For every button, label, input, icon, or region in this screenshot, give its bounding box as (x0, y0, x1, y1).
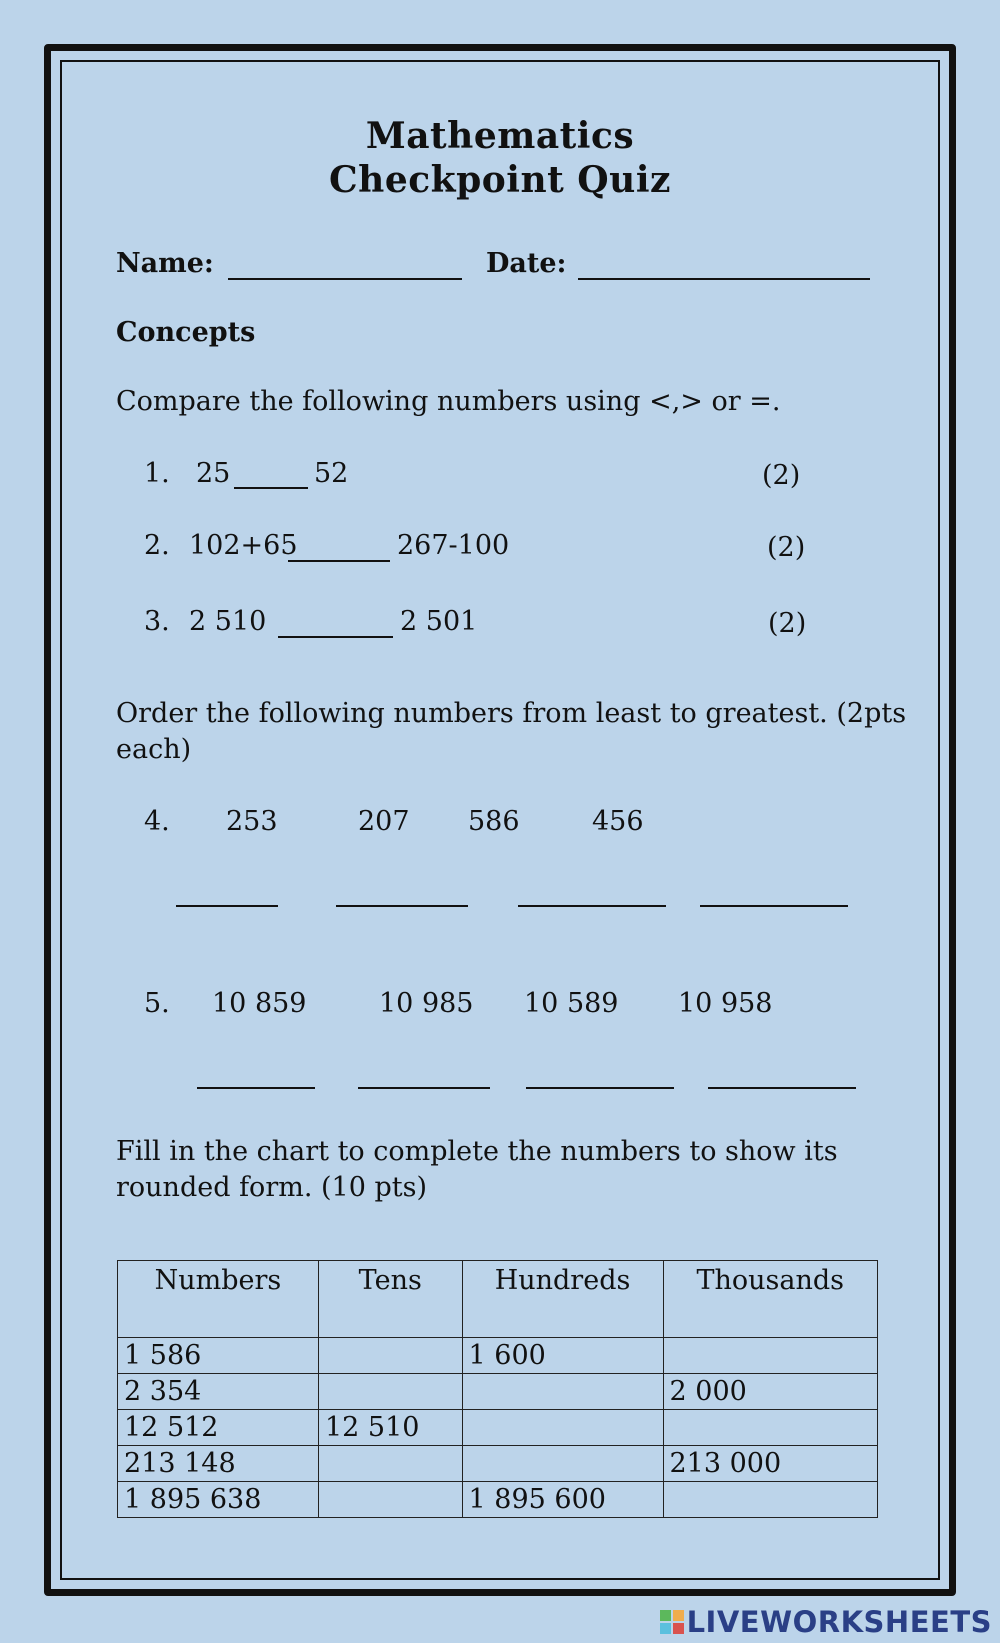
question-2-answer-line[interactable] (288, 560, 390, 562)
chart-cell-number: 213 148 (118, 1446, 319, 1482)
chart-cell-thousands[interactable] (663, 1482, 878, 1518)
title-line-1: Mathematics (365, 115, 635, 157)
chart-cell-number: 2 354 (118, 1374, 319, 1410)
chart-cell-number: 1 586 (118, 1338, 319, 1374)
rounding-instruction-line-2: rounded form. (10 pts) (116, 1172, 427, 1203)
chart-cell-tens[interactable] (318, 1374, 462, 1410)
question-1-right: 52 (314, 458, 349, 489)
table-row (118, 1338, 878, 1374)
question-4-answer-line[interactable] (176, 905, 278, 907)
question-1-points: (2) (762, 460, 801, 491)
table-row (118, 1374, 878, 1410)
question-5-answer-line[interactable] (358, 1087, 490, 1089)
compare-instruction: Compare the following numbers using <,> or =. (116, 386, 781, 417)
question-1-left: 25 (196, 458, 231, 489)
rounding-chart (117, 1260, 878, 1518)
question-5-value: 10 589 (524, 988, 619, 1019)
rounding-instruction-line-1: Fill in the chart to complete the numbers to show its (116, 1136, 838, 1167)
question-4-value: 253 (226, 806, 278, 837)
date-input-line[interactable] (578, 278, 870, 280)
name-input-line[interactable] (228, 278, 462, 280)
chart-header-tens: Tens (318, 1261, 462, 1338)
question-1-number: 1. (144, 458, 170, 489)
question-2-points: (2) (767, 532, 806, 563)
question-1-answer-line[interactable] (234, 487, 308, 489)
table-row (118, 1482, 878, 1518)
question-4-value: 586 (468, 806, 520, 837)
chart-cell-thousands[interactable] (663, 1410, 878, 1446)
question-3-number: 3. (144, 606, 170, 637)
chart-cell-thousands: 213 000 (663, 1446, 878, 1482)
chart-header-row (118, 1261, 878, 1338)
liveworksheets-logo-icon (660, 1610, 684, 1634)
chart-cell-tens[interactable] (318, 1482, 462, 1518)
liveworksheets-brand (660, 1605, 992, 1639)
question-3-points: (2) (768, 608, 807, 639)
chart-cell-hundreds: 1 600 (462, 1338, 663, 1374)
order-instruction-line-1: Order the following numbers from least to greatest. (2pts (116, 698, 907, 729)
table-row (118, 1446, 878, 1482)
question-4-value: 207 (358, 806, 410, 837)
question-3-left: 2 510 (189, 606, 267, 637)
name-label: Name: (116, 248, 214, 279)
question-5-number: 5. (144, 988, 170, 1019)
chart-cell-thousands: 2 000 (663, 1374, 878, 1410)
chart-cell-tens: 12 510 (318, 1410, 462, 1446)
question-3-answer-line[interactable] (278, 636, 393, 638)
chart-cell-hundreds: 1 895 600 (462, 1482, 663, 1518)
question-4-answer-line[interactable] (518, 905, 666, 907)
question-5-answer-line[interactable] (526, 1087, 674, 1089)
chart-cell-number: 12 512 (118, 1410, 319, 1446)
question-4-answer-line[interactable] (700, 905, 848, 907)
chart-cell-number: 1 895 638 (118, 1482, 319, 1518)
question-4-answer-line[interactable] (336, 905, 468, 907)
title-line-2: Checkpoint Quiz (329, 159, 671, 201)
section-heading: Concepts (116, 317, 256, 348)
chart-cell-thousands[interactable] (663, 1338, 878, 1374)
question-5-value: 10 958 (678, 988, 773, 1019)
table-row (118, 1410, 878, 1446)
date-label: Date: (486, 248, 567, 279)
brand-text: LIVEWORKSHEETS (686, 1605, 992, 1639)
question-4-number: 4. (144, 806, 170, 837)
chart-header-hundreds: Hundreds (462, 1261, 663, 1338)
question-3-right: 2 501 (400, 606, 478, 637)
question-2-number: 2. (144, 530, 170, 561)
chart-header-numbers: Numbers (118, 1261, 319, 1338)
question-2-left: 102+65 (189, 530, 298, 561)
question-4-value: 456 (592, 806, 644, 837)
chart-cell-tens[interactable] (318, 1446, 462, 1482)
question-5-answer-line[interactable] (708, 1087, 856, 1089)
order-instruction-line-2: each) (116, 734, 192, 765)
chart-header-thousands: Thousands (663, 1261, 878, 1338)
chart-cell-hundreds[interactable] (462, 1374, 663, 1410)
chart-cell-hundreds[interactable] (462, 1446, 663, 1482)
chart-cell-hundreds[interactable] (462, 1410, 663, 1446)
question-2-right: 267-100 (397, 530, 510, 561)
chart-cell-tens[interactable] (318, 1338, 462, 1374)
question-5-value: 10 985 (379, 988, 474, 1019)
question-5-answer-line[interactable] (197, 1087, 315, 1089)
question-5-value: 10 859 (212, 988, 307, 1019)
